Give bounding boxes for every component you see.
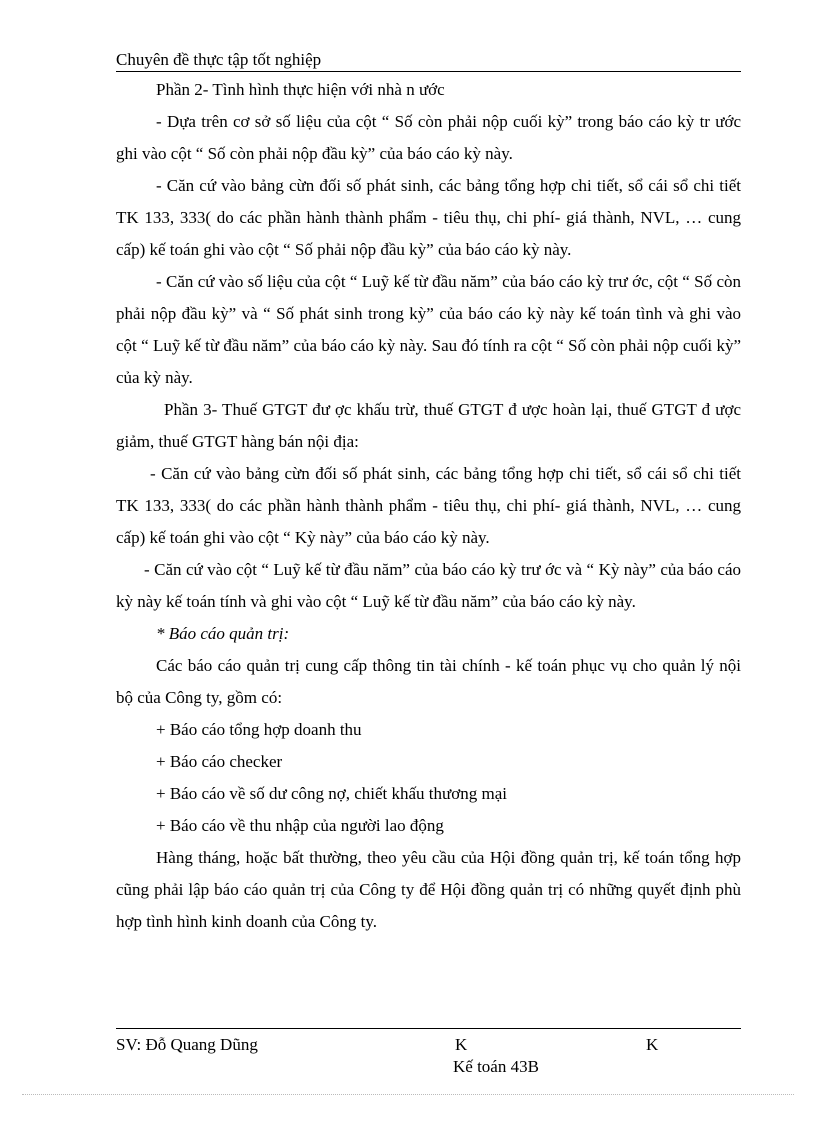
subheading-management-reports: * Báo cáo quản trị: [156,624,290,643]
footer-divider [116,1028,741,1029]
paragraph: - Căn cứ vào cột “ Luỹ kế từ đầu năm” của báo cáo kỳ trư ớc và “ Kỳ này” của báo cáo kỳ này kế toán tính và ghi vào cột “ Luỹ kế từ đầu năm” của báo cáo kỳ này. [116,560,741,611]
footer-k-left: K [455,1035,468,1054]
document-body [116,74,741,938]
paragraph: - Dựa trên cơ sở số liệu của cột “ Số còn phải nộp cuối kỳ” trong báo cáo kỳ tr ước ghi vào cột “ Số còn phải nộp đầu kỳ” của báo cáo kỳ này. [116,112,741,163]
header-divider [116,71,741,72]
paragraph: Các báo cáo quản trị cung cấp thông tin tài chính - kế toán phục vụ cho quản lý nội bộ của Công ty, gồm có: [116,656,741,707]
paragraph: - Căn cứ vào bảng cừn đối số phát sinh, các bảng tổng hợp chi tiết, sổ cái sổ chi tiết TK 133, 333( do các phần hành thành phẩm - tiêu thụ, chi phí- giá thành, NVL, … cung cấp) kế toán ghi vào cột “ Số phải nộp đầu kỳ” của báo cáo kỳ này. [116,176,741,259]
paragraph: - Căn cứ vào số liệu của cột “ Luỹ kế từ đầu năm” của báo cáo kỳ trư ớc, cột “ Số còn phải nộp đầu kỳ” và “ Số phát sinh trong kỳ” của báo cáo kỳ này kế toán tình và ghi vào cột “ Luỹ kế từ đầu năm” của báo cáo kỳ này. Sau đó tính ra cột “ Số còn phải nộp cuối kỳ” của kỳ này. [116,272,741,387]
footer-student-name: SV: Đỗ Quang Dũng [116,1035,258,1054]
page-header-title: Chuyên đề thực tập tốt nghiệp [116,50,322,69]
paragraph: Hàng tháng, hoặc bất thường, theo yêu cầu của Hội đồng quản trị, kế toán tổng hợp cũng phải lập báo cáo quản trị của Công ty để Hội đồng quản trị có những quyết định phù hợp tình hình kinh doanh của Công ty. [116,848,741,931]
footer-class-name: Kế toán 43B [453,1057,539,1076]
list-item: + Báo cáo về số dư công nợ, chiết khấu thương mại [156,784,507,803]
footer-k-right: K [646,1035,659,1054]
list-item: + Báo cáo về thu nhập của người lao động [156,816,444,835]
list-item: + Báo cáo tổng hợp doanh thu [156,720,362,739]
list-item: + Báo cáo checker [156,752,283,771]
section-heading-part-2: Phần 2- Tình hình thực hiện với nhà n ước [156,80,445,99]
paragraph: - Căn cứ vào bảng cừn đối số phát sinh, các bảng tổng hợp chi tiết, sổ cái sổ chi tiết TK 133, 333( do các phần hành thành phẩm - tiêu thụ, chi phí- giá thành, NVL, … cung cấp) kế toán ghi vào cột “ Kỳ này” của báo cáo kỳ này. [116,464,741,547]
section-heading-part-3: Phần 3- Thuế GTGT đư ợc khấu trừ, thuế GTGT đ ược hoàn lại, thuế GTGT đ ược giảm, thuế GTGT hàng bán nội địa: [116,400,741,451]
page-bottom-edge [22,1094,794,1095]
